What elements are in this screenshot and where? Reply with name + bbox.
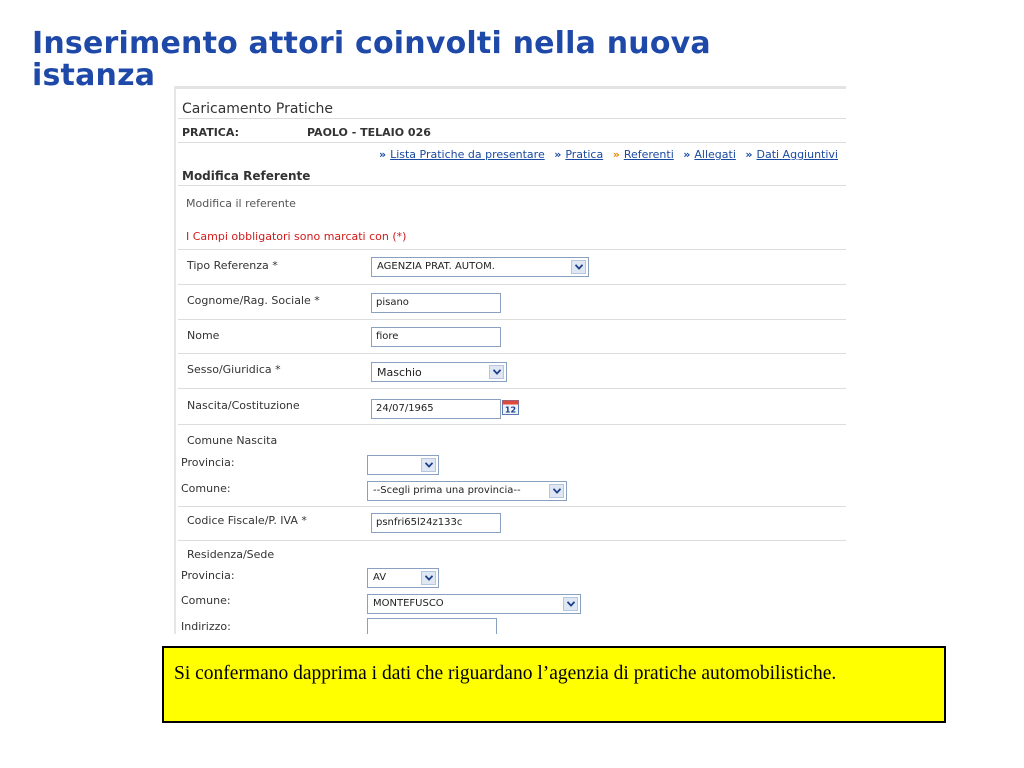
divider (178, 185, 846, 186)
res-provincia-value: AV (373, 572, 387, 583)
chevron-down-icon[interactable] (489, 365, 504, 379)
breadcrumb-link-pratica[interactable]: Pratica (565, 148, 604, 161)
chevron-down-icon[interactable] (549, 484, 564, 498)
divider (178, 424, 846, 425)
breadcrumb-link-allegati[interactable]: Allegati (694, 148, 736, 161)
breadcrumb-link-referenti[interactable]: Referenti (623, 148, 674, 161)
breadcrumb-separator-icon: » (612, 148, 620, 161)
divider (178, 506, 846, 507)
cognome-input[interactable]: pisano (371, 293, 501, 313)
app-panel (174, 86, 846, 634)
calendar-day: 12 (504, 405, 517, 415)
form-subtitle: Modifica il referente (186, 197, 296, 210)
nome-input[interactable]: fiore (371, 327, 501, 347)
divider (178, 540, 846, 541)
breadcrumb-separator-icon: » (745, 148, 753, 161)
nascita-label: Nascita/Costituzione (187, 399, 300, 412)
nascita-provincia-select[interactable] (367, 455, 439, 475)
pratica-value: PAOLO - TELAIO 026 (307, 126, 431, 139)
sesso-label: Sesso/Giuridica * (187, 363, 281, 376)
codice-fiscale-input[interactable]: psnfri65l24z133c (371, 513, 501, 533)
breadcrumb-link-dati-aggiuntivi[interactable]: Dati Aggiuntivi (756, 148, 838, 161)
nascita-comune-select[interactable] (367, 481, 567, 501)
tipo-referenza-value: AGENZIA PRAT. AUTOM. (377, 261, 495, 272)
res-provincia-select[interactable] (367, 568, 439, 588)
breadcrumb-separator-icon: » (554, 148, 562, 161)
breadcrumb-separator-icon: » (683, 148, 691, 161)
breadcrumb-separator-icon: » (378, 148, 387, 161)
section-title: Modifica Referente (182, 169, 311, 183)
comune-nascita-group-label: Comune Nascita (187, 434, 278, 447)
nascita-comune-label: Comune: (181, 482, 231, 495)
panel-left-rule (174, 86, 176, 634)
res-provincia-label: Provincia: (181, 569, 235, 582)
pratica-label: PRATICA: (182, 126, 239, 139)
app-header-title: Caricamento Pratiche (182, 101, 333, 117)
tipo-referenza-select[interactable] (371, 257, 589, 277)
divider (178, 353, 846, 354)
cognome-label: Cognome/Rag. Sociale * (187, 294, 320, 307)
indirizzo-input[interactable] (367, 618, 497, 634)
calendar-icon[interactable] (502, 400, 519, 415)
sesso-select[interactable] (371, 362, 507, 382)
required-fields-note: I Campi obbligatori sono marcati con (*) (186, 230, 407, 243)
breadcrumb (379, 148, 838, 161)
chevron-down-icon[interactable] (571, 260, 586, 274)
divider (178, 319, 846, 320)
breadcrumb-link-lista-pratiche[interactable]: Lista Pratiche da presentare (390, 148, 545, 161)
callout-note: Si confermano dapprima i dati che riguardano l’agenzia di pratiche automobilistiche. (162, 646, 946, 723)
codice-fiscale-label: Codice Fiscale/P. IVA * (187, 514, 307, 527)
residenza-group-label: Residenza/Sede (187, 548, 275, 561)
nascita-comune-value: --Scegli prima una provincia-- (373, 485, 521, 496)
divider (178, 284, 846, 285)
divider (178, 388, 846, 389)
panel-top-rule (174, 86, 846, 89)
indirizzo-label: Indirizzo: (181, 620, 231, 633)
res-comune-select[interactable] (367, 594, 581, 614)
res-comune-label: Comune: (181, 594, 231, 607)
nascita-date-input[interactable]: 24/07/1965 (371, 399, 501, 419)
slide-title: Inserimento attori coinvolti nella nuova istanza (32, 26, 711, 93)
chevron-down-icon[interactable] (421, 571, 436, 585)
chevron-down-icon[interactable] (563, 597, 578, 611)
tipo-referenza-label: Tipo Referenza * (187, 259, 278, 272)
nome-label: Nome (187, 329, 220, 342)
divider (178, 142, 846, 143)
res-comune-value: MONTEFUSCO (373, 598, 444, 609)
nascita-provincia-label: Provincia: (181, 456, 235, 469)
sesso-value: Maschio (377, 366, 422, 379)
divider (178, 249, 846, 250)
chevron-down-icon[interactable] (421, 458, 436, 472)
divider (178, 118, 846, 119)
